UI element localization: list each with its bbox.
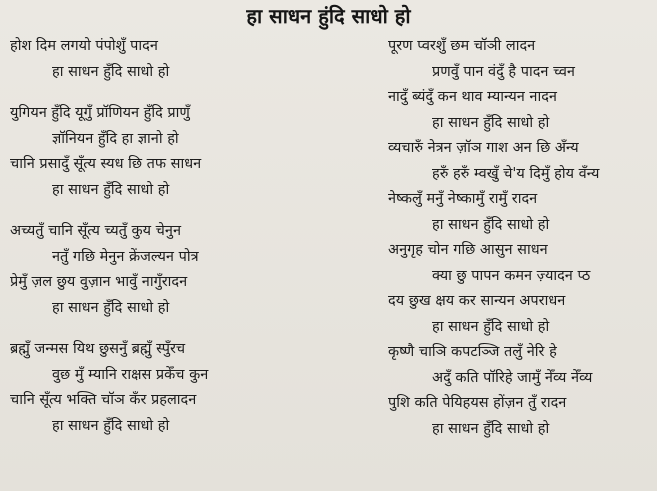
poem-line: क्या छु पापन कमन ज़्यादन प्ठ (432, 267, 591, 284)
poem-line: हा साधन हुँदि साधो हो (432, 216, 550, 233)
poem-line: नेष्कलुँ मनुँ नेष्कामुँ रामुँ रादन (388, 191, 538, 207)
poem-line: पुशि कति पेयिहयस होंज़न तुँ रादन (388, 395, 567, 411)
poem-line: ब्रह्मुँ जन्मस यिथ छुसनुँ ब्रह्मुँ स्पुँरच (10, 341, 186, 357)
right-column (388, 34, 650, 442)
poem-line: अच्यतुँ चानि सूँत्य च्यतुँ कुय चेनुन (10, 223, 181, 239)
poem-line: चानि सूँत्य भक्ति चॉञ कँर प्रहलादन (10, 392, 197, 408)
stanza-gap (10, 203, 320, 219)
poem-line: ज्ञॉनियन हुँदि हा ज्ञानो हो (52, 130, 179, 147)
poem-line: हा साधन हुँदि साधो हो (432, 420, 550, 437)
poem-line: प्रेमुँ ज़ल छुय वुज़ान भावुँ नागुँरादन (10, 274, 188, 290)
poem-line: हा साधन हुँदि साधो हो (52, 181, 170, 198)
poem-line: दय छुख क्षय कर सान्यन अपराधन (388, 293, 566, 309)
poem-line: प्रणवुँ पान वंदुँ है पादन च्वन (432, 63, 575, 80)
left-column (10, 34, 320, 439)
poem-line: हा साधन हुँदि साधो हो (52, 417, 170, 434)
poem-line: हा साधन हुँदि साधो हो (52, 299, 170, 316)
poem-line: वुछ मुँ म्यानि राक्षस प्रकेँच कुन (52, 366, 209, 383)
poem-line: अदुँ कति पॉरिहे जामुँ नेँव्य नेँव्य (432, 369, 593, 386)
poem-line: नतुँ गछि मेनुन क्रेंजल्यन पोत्र (52, 248, 199, 265)
stanza-gap (10, 321, 320, 337)
poem-line: युगियन हुँदि यूगुँ प्रॉणियन हुँदि प्राणुँ (10, 105, 190, 121)
poem-line: कृष्णै चाञि कपटञ्जि तलुँ नेरि हे (388, 344, 557, 360)
poem-line: होश दिम लगयो पंपोशुँ पादन (10, 38, 158, 54)
poem-line: चानि प्रसादुँ सूँत्य स्यध छि तफ साधन (10, 156, 202, 172)
poem-line: हा साधन हुँदि साधो हो (432, 318, 550, 335)
poem-line: अनुगृह चोन गछि आसुन साधन (388, 242, 548, 258)
poem-title: हा साधन हुंदि साधो हो (246, 4, 411, 28)
poem-line: हरुँ हरुँ म्वखुँ चे'य दिमुँ होय वँन्य (432, 165, 600, 182)
poem-line: व्यचारुँ नेत्रन ज़ॉञ गाश अन छि अँन्य (388, 140, 579, 156)
stanza-gap (10, 85, 320, 101)
poem-line: हा साधन हुँदि साधो हो (52, 63, 170, 80)
poem-line: हा साधन हुँदि साधो हो (432, 114, 550, 131)
poem-line: नादुँ ब्यंदुँ कन थाव म्यान्यन नादन (388, 89, 557, 105)
poem-line: पूरण प्वरशुँ छम चॉञी लादन (388, 38, 536, 54)
